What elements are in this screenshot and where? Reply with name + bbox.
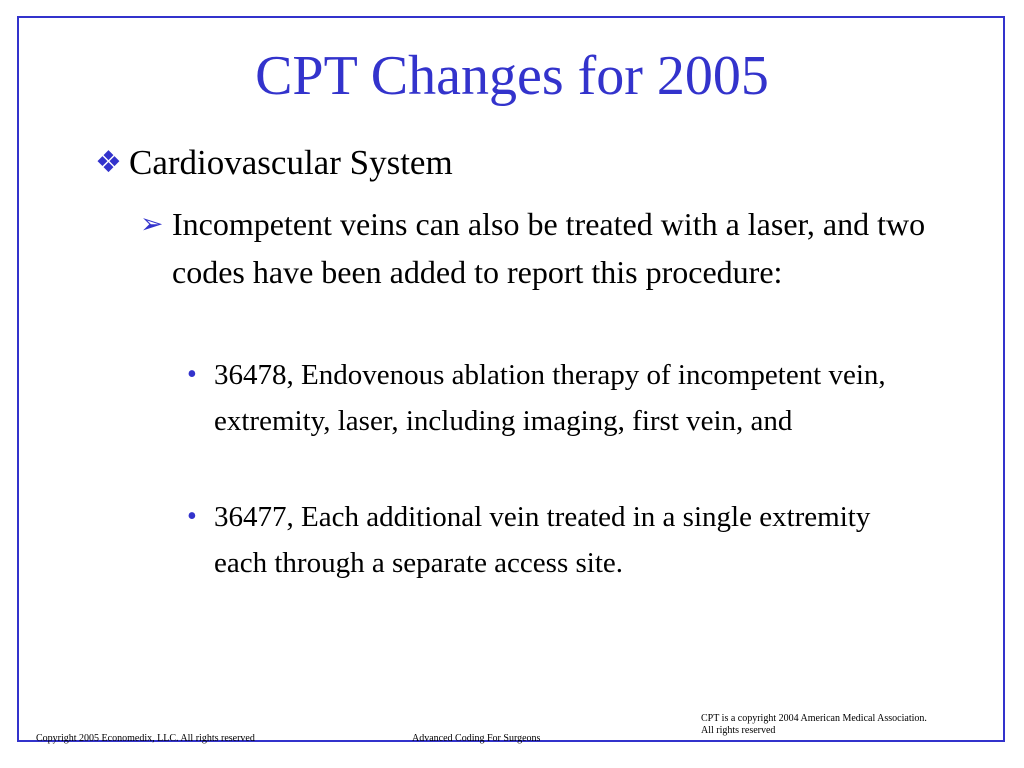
bullet-level2 bbox=[140, 200, 930, 296]
bullet-level1 bbox=[95, 138, 453, 188]
bullet-level3-item bbox=[187, 494, 917, 586]
footer-course-title: Advanced Coding For Surgeons bbox=[412, 733, 541, 744]
slide-title: CPT Changes for 2005 bbox=[255, 45, 769, 107]
bullet-level3-text: 36478, Endovenous ablation therapy of incompetent vein, extremity, laser, including imaging, first vein, and bbox=[214, 359, 886, 437]
bullet-level3-item bbox=[187, 352, 917, 444]
dot-bullet-icon: • bbox=[187, 501, 197, 532]
diamond-bullet-icon: ❖ bbox=[95, 145, 122, 180]
bullet-level1-text: Cardiovascular System bbox=[129, 143, 453, 182]
bullet-level2-text: Incompetent veins can also be treated with a laser, and two codes have been added to report this procedure: bbox=[172, 206, 926, 290]
footer-cpt-notice bbox=[701, 713, 981, 737]
footer-cpt-notice-line2: All rights reserved bbox=[701, 725, 776, 736]
bullet-level3-text: 36477, Each additional vein treated in a single extremity each through a separate access site. bbox=[214, 501, 871, 579]
footer-cpt-notice-line1: CPT is a copyright 2004 American Medical Association. bbox=[701, 713, 927, 724]
dot-bullet-icon: • bbox=[187, 359, 197, 390]
arrow-bullet-icon: ➢ bbox=[140, 207, 164, 240]
footer-copyright: Copyright 2005 Economedix, LLC. All rights reserved bbox=[36, 733, 255, 744]
